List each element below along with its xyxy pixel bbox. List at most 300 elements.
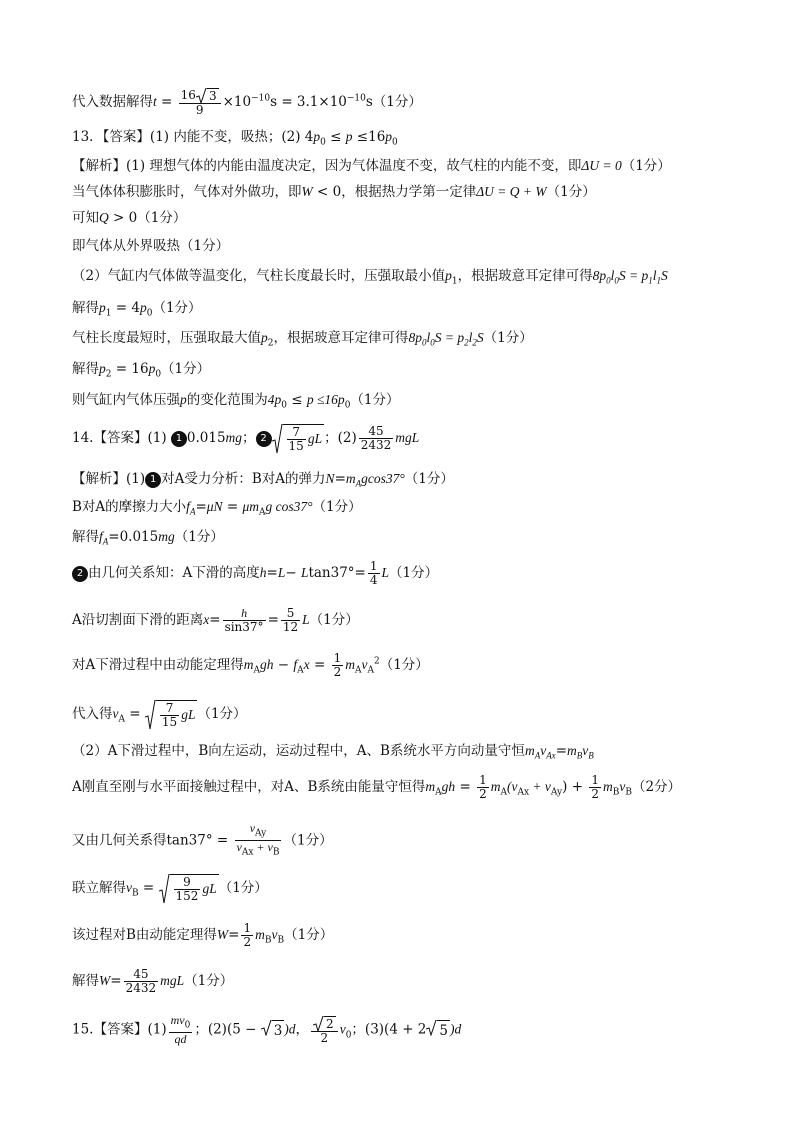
formula: ΔU = Q + W [476,184,547,199]
var: m [602,779,613,794]
var: gL [307,431,323,446]
fraction [223,607,266,634]
line-substitute-t [72,88,422,117]
formula: gcos37° [361,471,405,486]
var: p [99,361,106,376]
sub: B [576,750,583,761]
formula: g cos37° [265,499,313,514]
formula: 8p [592,268,607,283]
sub: Ax [546,750,556,761]
sub: 0 [320,137,326,148]
exponent: −10 [346,93,366,104]
q14-b13 [72,968,233,995]
sub: Ay [550,787,563,798]
sub: A [355,478,362,489]
sub: 0 [155,369,162,380]
var: v [540,743,547,758]
var: m [345,657,355,672]
q14-b5 [72,607,359,634]
denominator: qd [174,1032,187,1047]
q13-a9 [72,391,400,415]
sub: 1 [451,276,458,287]
q14-b6 [72,652,429,680]
text: = [334,471,346,487]
text: = 4 [111,300,140,316]
text: )d [449,1021,462,1037]
text: )d [284,1021,296,1037]
text: 可知 [72,210,99,226]
var: p [261,330,268,345]
score: s（1分） [365,94,422,110]
denominator: sin37° [224,620,264,634]
q14-b3 [72,528,224,551]
denominator: 2 [243,935,252,949]
numerator: 7 [160,702,179,716]
var: f [186,499,190,514]
text: + [567,779,588,795]
exponent: −10 [251,93,271,104]
var: mg [158,529,175,544]
text: s = 3.1×10 [270,94,347,110]
text: 解得 [72,300,99,316]
radical-icon [145,700,156,730]
var: v [361,657,368,672]
q13-a3 [72,209,186,227]
sub: Ay [255,828,267,839]
fraction [332,652,344,679]
var: p [139,300,147,315]
var: L [381,565,390,580]
var: gh [260,657,274,672]
text: A刚直至刚与水平面接触过程中，对A、B系统由能量守恒得 [72,779,426,795]
q14-b7 [72,700,247,729]
var: v [619,779,626,794]
text: ≤ [286,392,307,408]
var: p [99,300,106,315]
score: （1分） [283,832,333,849]
text: tan37°= [308,565,366,581]
sub: A [534,750,541,761]
sub: 2 [267,338,274,349]
sub: A [297,665,304,676]
text: 【解析】(1) [72,471,146,487]
q13-a4 [72,237,229,255]
denominator: 2 [333,665,342,679]
text: =0.015 [108,529,159,545]
text: ，根据玻意耳定律可得 [273,330,409,346]
exponent: 2 [373,656,380,667]
q13-a1 [72,157,671,175]
text: 0.015 [186,430,226,446]
score: （1分） [309,612,359,628]
text: 对A受力分析：B对A的弹力 [161,471,326,487]
text: 又由几何关系得 [72,832,167,849]
formula: 8p [408,330,422,345]
var: S [476,330,484,345]
var: v [126,880,132,895]
score: （1分） [218,880,268,896]
radicand: 3 [208,89,217,103]
formula: ΔU = 0 [581,158,622,173]
score: （1分） [161,361,211,377]
sub: B [272,847,280,858]
sub: 0 [146,308,153,319]
var: p [306,392,314,407]
denominator: 15 [288,439,304,453]
sub: 0 [392,137,398,148]
sub: 0 [614,275,619,286]
var: m [425,779,436,794]
fraction [241,922,253,949]
text: 4 [300,129,314,145]
circled-number: 1 [145,472,161,488]
sub: 0 [345,1030,352,1041]
text: = [138,880,159,896]
text: = [266,565,278,581]
sub: B [588,750,594,761]
text: = [212,832,233,849]
q13-a8 [72,360,210,384]
text: = [195,499,207,515]
text: 代入数据解得 [72,94,153,110]
radical-icon [426,1020,437,1036]
text: 对A下滑过程中由动能定理得 [72,657,244,673]
sub: 1 [648,275,653,286]
var: m [490,779,501,794]
var: v [236,840,242,855]
var: m [524,743,535,758]
fraction [589,774,601,801]
score: （2分） [631,779,682,795]
fraction [124,968,159,995]
score: （1分） [284,927,334,943]
var: v [582,743,589,758]
var: l [426,330,431,345]
var: l [610,268,615,283]
sub: A [435,787,442,798]
text: = [309,657,330,673]
var: L [302,612,310,627]
sub: A [367,665,374,676]
score: （1分） [174,529,224,545]
text: tan37° [166,832,213,849]
sub: 0 [430,337,435,348]
var: gh [441,779,456,794]
denominator: 152 [175,889,199,903]
sub: A [189,506,196,517]
sub: 0 [606,275,611,286]
score: （1分） [197,706,247,722]
text: ≤ [325,129,346,145]
text: 由几何关系知：A下滑的高度 [88,565,260,581]
formula: + v [253,840,273,855]
text: ；(3) [351,1021,385,1038]
sub: B [264,935,272,946]
sub: 1 [105,308,112,319]
numerator: 1 [591,773,599,787]
score: （1分） [621,158,671,174]
text: > 0 [108,210,138,226]
text: = 16 [111,361,149,377]
formula: ≤16p [313,392,345,407]
q13-a5 [72,267,668,291]
text: ， [295,1021,310,1038]
denominator: 2432 [125,981,157,995]
denominator: 12 [282,620,299,634]
text: − [273,657,294,673]
var: mv [170,1013,185,1027]
text: 则气缸内气体压强 [72,392,180,408]
var: v [339,1021,346,1037]
var: m [345,471,356,486]
text: 15.【答案】(1) [72,1021,167,1038]
var: v [249,821,256,835]
var: L [277,565,286,580]
score: （1分） [404,471,454,487]
var: p [313,129,321,144]
fraction [174,876,201,903]
text: B对A的摩擦力大小 [72,499,187,515]
denominator: 2432 [360,438,392,452]
sub: B [132,888,139,899]
formula: μN [206,499,223,514]
text: （2）A下滑过程中，B向左运动，运动过程中，A、B系统水平方向动量守恒 [72,743,525,759]
sub: Ax [241,847,254,858]
score: （1分） [137,210,187,226]
var: v [271,927,278,942]
score: （1分） [483,330,533,346]
sub: A [354,665,362,676]
sub: 1 [656,275,661,286]
text: 解得 [72,973,99,989]
text: 即气体从外界吸热（1分） [72,238,230,254]
var: m [567,743,577,758]
var: mgL [160,973,185,988]
numerator: 45 [359,425,394,439]
fraction [477,774,489,801]
sub: A [258,507,266,518]
numerator: 1 [333,651,342,665]
score: （1分） [546,184,596,200]
fraction [179,88,221,117]
var: W [301,184,313,199]
text: 代入得 [72,706,113,722]
var: f [99,529,103,544]
sub: A [118,714,125,725]
sqrt [313,1016,336,1031]
q14-b8 [72,742,594,765]
text: 当气体体积膨胀时，气体对外做功，即 [72,184,302,200]
sub: 2 [472,337,477,348]
numerator: h [223,607,266,621]
sqrt [272,424,325,453]
radical-icon [196,88,207,104]
score: （1分） [312,499,362,515]
radical-icon [313,1016,324,1032]
text: (5 − [226,1021,261,1038]
text: ≤16 [352,129,386,145]
text: ) [562,779,568,795]
score: （1分） [152,300,202,316]
radical-icon [261,1020,272,1036]
numerator: 1 [243,921,252,935]
equals: = [156,94,177,110]
q15-answer [72,1014,461,1046]
text: 解得 [72,529,99,545]
denominator: 2 [591,787,599,801]
text: 13．【答案】(1) 内能不变，吸热；(2) [72,129,301,145]
var: x [203,612,210,627]
text: ，根据热力学第一定律 [341,184,477,200]
q13-a2 [72,183,596,201]
var: p [345,129,353,144]
numerator: 9 [174,876,201,890]
var: Q [99,210,109,225]
circled-number: 2 [256,431,272,447]
sub: 2 [105,369,112,380]
text: 气柱长度最短时，压强取最大值 [72,330,261,346]
fraction [235,822,282,860]
var: N [325,471,335,486]
var: mgL [395,430,420,445]
sqrt [159,874,219,903]
text: = [110,973,122,989]
denominator: 4 [369,573,378,587]
numerator: 7 [287,426,306,440]
formula: + v [529,779,551,794]
sub: 0 [344,400,351,411]
text: ；(2) [324,430,357,446]
radicand: 3 [272,1020,285,1040]
q14-b1 [72,470,454,493]
score: （1分） [379,657,429,673]
var: m [255,927,265,942]
text: = [555,743,567,759]
score: （1分） [350,392,400,408]
sub: B [612,787,620,798]
var: W [216,927,229,942]
q14-b9 [72,774,681,802]
var: W [99,973,111,988]
q13-answer [72,128,398,152]
text: = [125,706,145,722]
text: 解得 [72,361,99,377]
radicand: 2 [326,1016,334,1031]
var: v [112,706,119,721]
text: ，根据玻意耳定律可得 [457,268,593,284]
fraction [311,1016,338,1045]
var: l [468,330,473,345]
text: ； [242,430,256,446]
numerator: 1 [369,559,378,573]
score: （1分） [184,973,234,989]
radicand: 5 [437,1020,450,1040]
circled-number: 2 [72,566,88,582]
text: 联立解得 [72,880,126,896]
sub: Ax [517,787,530,798]
numerator: 16 [180,88,196,102]
q14-b10 [72,822,333,860]
formula: (v [506,779,518,794]
fraction [359,425,394,452]
var: p [385,129,393,144]
circled-number: 1 [171,431,187,447]
text: < 0 [312,184,342,200]
sub: A [500,787,507,798]
sub: 0 [421,337,427,348]
sub: 2 [464,337,469,348]
text: = [228,927,240,943]
var: x [303,657,310,672]
q14-answer [72,424,419,453]
sub: 0 [184,1020,191,1031]
text: 【解析】(1) 理想气体的内能由温度决定，因为气体温度不变，故气柱的内能不变，即 [72,158,582,174]
sqrt [261,1020,285,1040]
text: 该过程对B由动能定理得 [72,927,217,943]
var: gL [202,881,217,896]
denominator: 2 [320,1030,329,1045]
radical-icon [272,424,283,454]
q13-a7 [72,329,533,353]
formula: 4p [267,392,282,407]
text: A沿切割面下滑的距离 [72,612,204,628]
formula: S = p [618,268,649,283]
sub: A [253,665,260,676]
fraction [169,1014,193,1046]
q14-b4 [72,560,438,587]
text: = [455,779,476,795]
fraction [281,607,300,634]
fraction [368,560,380,587]
denominator: 15 [161,715,178,729]
var: m [243,657,254,672]
score: （1分） [389,565,439,581]
text: = [222,499,243,515]
q14-b12 [72,922,333,950]
text: = [267,612,279,628]
text: (4 + 2 [384,1021,427,1038]
sqrt [426,1020,450,1040]
var: l [652,268,657,283]
var: L [300,565,309,580]
formula: S = p [434,330,465,345]
var: S [660,268,668,283]
text: ；(2) [194,1021,227,1038]
fraction [160,702,179,729]
sub: B [277,935,285,946]
text: （2）气缸内气体做等温变化，气柱长度最长时，压强取最小值 [72,268,446,284]
var: p [445,268,452,283]
radical-icon [159,874,170,904]
var: h [259,565,267,580]
numerator: 5 [281,607,300,621]
var: mg [225,430,243,445]
var: gL [181,707,196,722]
numerator: 1 [479,773,487,787]
denominator: 9 [195,103,204,117]
var: f [293,657,298,672]
fraction [287,426,306,453]
var: p [180,392,187,407]
var-t: t [153,94,157,109]
sqrt [145,700,198,729]
sqrt [196,88,219,103]
sub: 0 [281,400,287,411]
q13-a6 [72,299,202,323]
q14-b2 [72,498,362,522]
sub: A [102,536,109,547]
text: 14.【答案】(1) [72,430,167,446]
